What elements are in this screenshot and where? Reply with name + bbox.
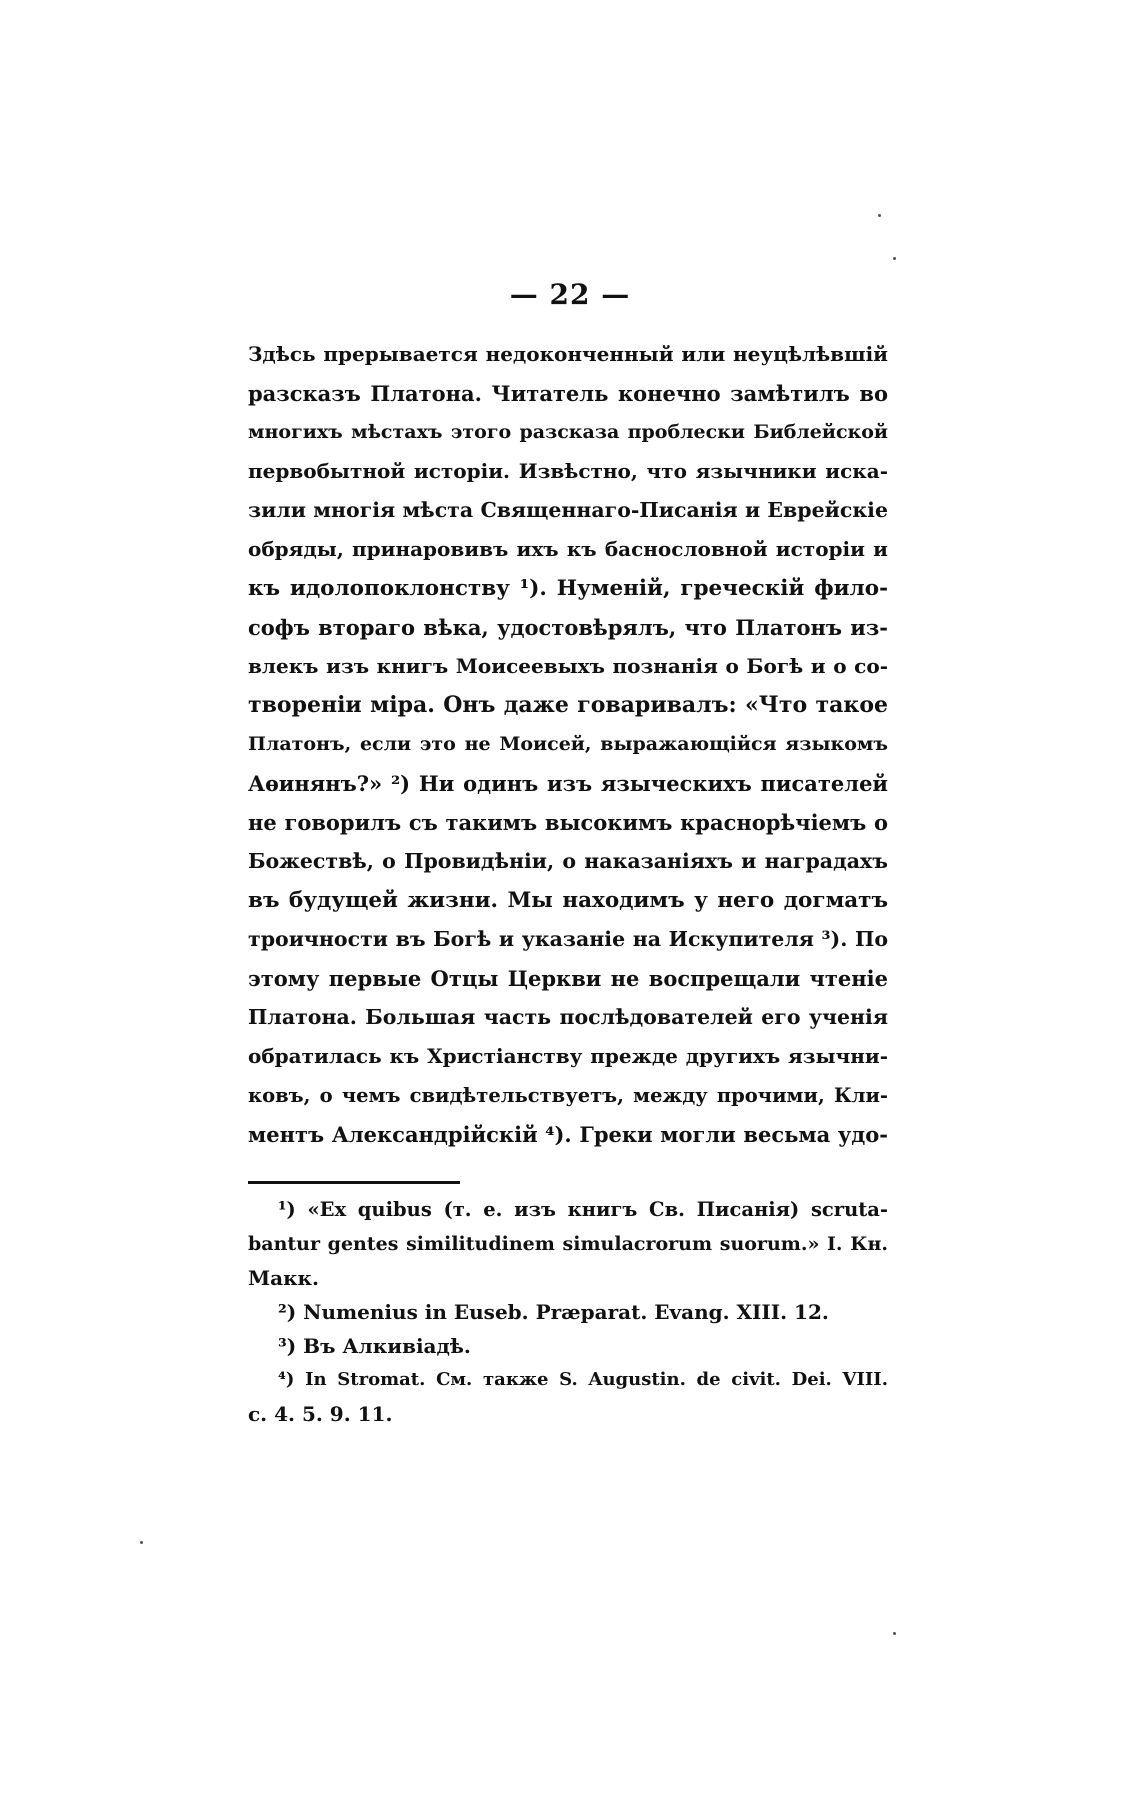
body-text <box>248 335 888 1154</box>
body-line: обряды, принаровивъ ихъ къ баснословной исторіи и <box>248 537 888 561</box>
body-line: первобытной исторіи. Извѣстно, что язычники иска- <box>248 459 888 483</box>
footnote-line: ¹) «Ex quibus (т. е. изъ книгъ Св. Писанія) scruta- <box>278 1198 888 1221</box>
scan-speck <box>878 214 881 217</box>
body-line: твореніи міра. Онъ даже говаривалъ: «Что такое <box>248 692 888 718</box>
footnote-line: ⁴) In Stromat. См. также S. Augustin. de civit. Dei. VIII. <box>278 1369 888 1390</box>
body-line: къ идолопоклонству ¹). Нуменій, греческій фило- <box>248 576 888 601</box>
body-line: Аѳинянъ?» ²) Ни одинъ изъ языческихъ писателей <box>248 771 888 796</box>
body-line: Божествѣ, о Провидѣніи, о наказаніяхъ и наградахъ <box>248 849 888 873</box>
body-line: софъ втораго вѣка, удостовѣрялъ, что Платонъ из- <box>248 615 888 640</box>
footnote-line: ³) Въ Алкивіадѣ. <box>278 1334 471 1358</box>
body-line: троичности въ Богѣ и указаніе на Искупителя ³). По <box>248 927 888 951</box>
body-line: Здѣсь прерывается недоконченный или неуцѣлѣвшій <box>248 342 888 366</box>
body-line: многихъ мѣстахъ этого разсказа проблески Библейской <box>248 421 888 443</box>
body-line: ментъ Александрійскій ⁴). Греки могли весьма удо- <box>248 1122 888 1147</box>
body-line: въ будущей жизни. Мы находимъ у него догматъ <box>248 888 888 913</box>
footnote-line: bantur gentes similitudinem simulacrorum suorum.» I. Кн. <box>248 1233 888 1255</box>
footnote-line: Макк. <box>248 1266 319 1290</box>
footnote-line: ²) Numenius in Euseb. Præparat. Evang. XIII. 12. <box>278 1300 829 1324</box>
body-line: ковъ, о чемъ свидѣтельствуетъ, между прочими, Кли- <box>248 1084 888 1107</box>
footnotes <box>248 1193 888 1431</box>
body-line: обратилась къ Христіанству прежде другихъ язычни- <box>248 1044 888 1068</box>
footnote-divider <box>248 1181 460 1184</box>
body-line: этому первые Отцы Церкви не воспрещали чтеніе <box>248 966 888 991</box>
scan-speck <box>893 1632 896 1635</box>
scan-speck <box>140 1541 143 1544</box>
scan-speck <box>893 257 896 260</box>
page-number: — 22 — <box>509 278 631 311</box>
body-line: влекъ изъ книгъ Моисеевыхъ познанія о Богѣ и о со- <box>248 654 888 678</box>
body-line: Платона. Большая часть послѣдователей его ученія <box>248 1005 888 1029</box>
footnote-line: c. 4. 5. 9. 11. <box>248 1402 393 1426</box>
body-line: зили многія мѣста Священнаго-Писанія и Еврейскіе <box>248 498 888 522</box>
body-line: Платонъ, если это не Моисей, выражающійся языкомъ <box>248 733 888 755</box>
body-line: разсказъ Платона. Читатель конечно замѣтилъ во <box>248 381 888 406</box>
body-line: не говорилъ съ такимъ высокимъ краснорѣчіемъ о <box>248 810 888 835</box>
